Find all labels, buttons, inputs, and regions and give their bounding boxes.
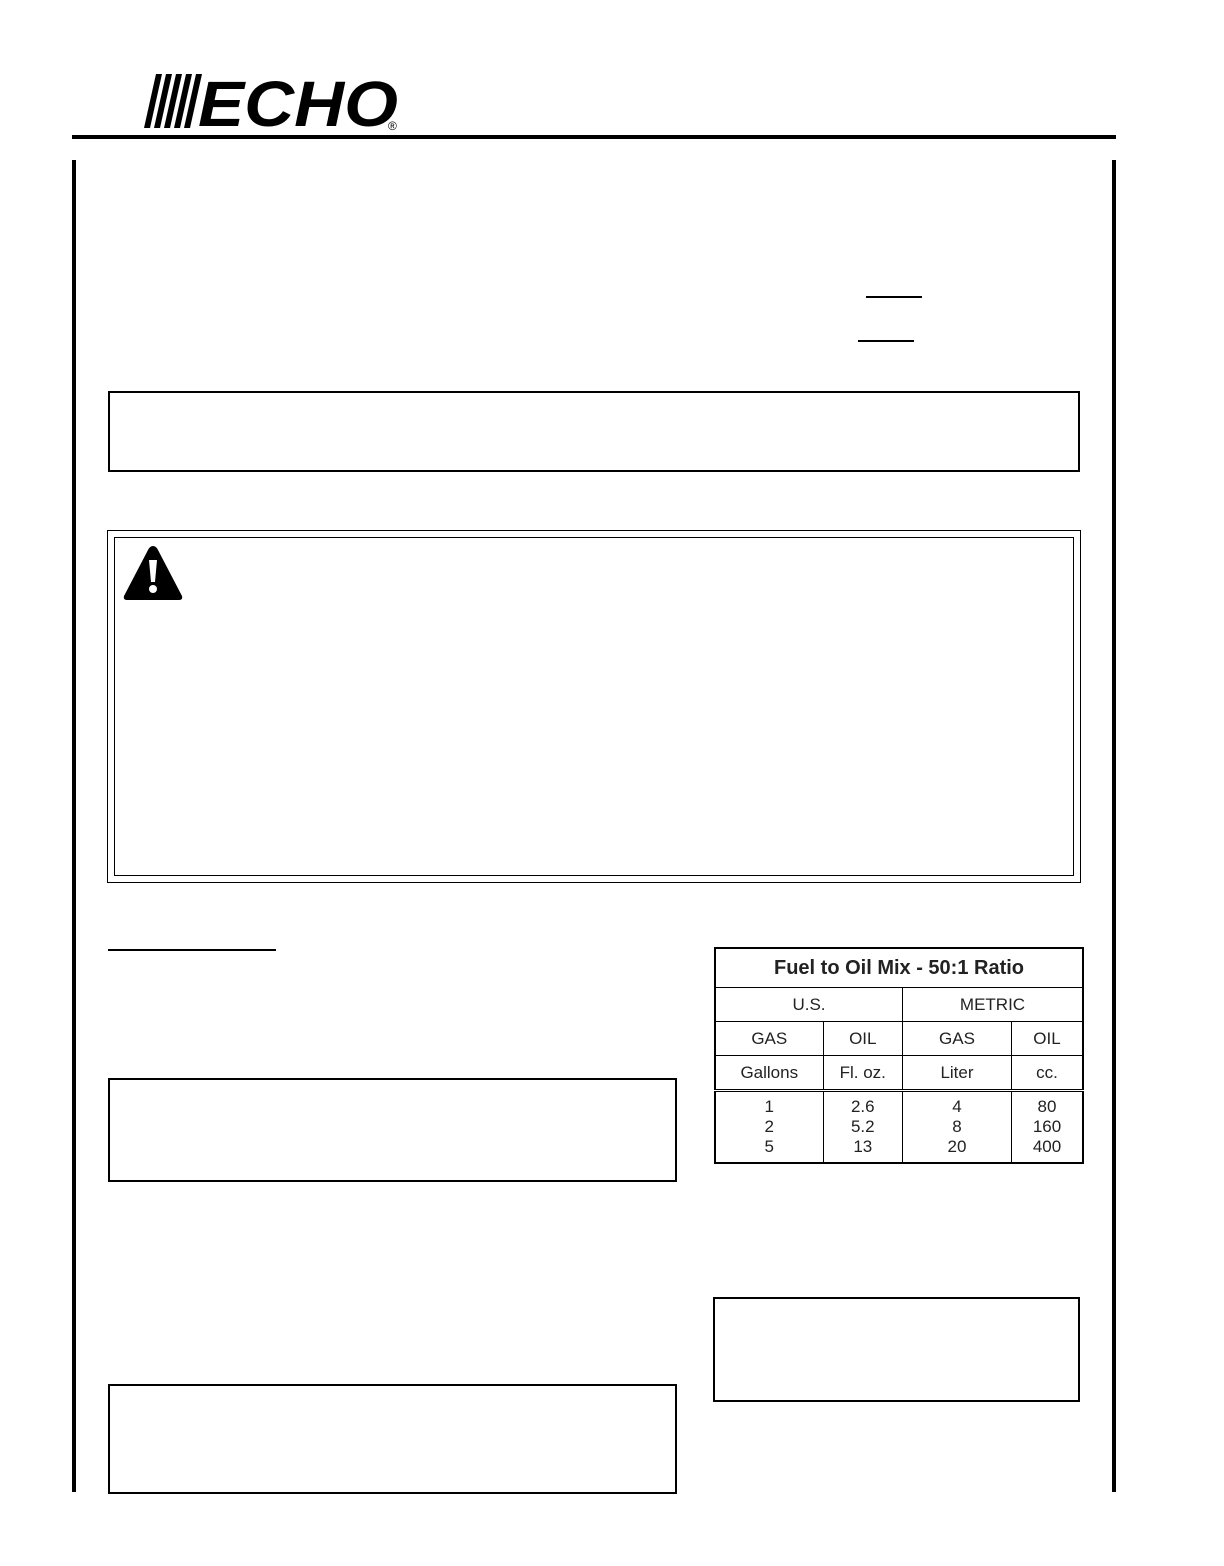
fill-in-blank <box>866 296 922 298</box>
group-header-us: U.S. <box>715 988 903 1022</box>
table-value: 8 <box>952 1117 962 1136</box>
group-header-metric: METRIC <box>903 988 1084 1022</box>
table-cell-oil-floz <box>823 1091 902 1164</box>
note-box <box>713 1297 1080 1402</box>
column-header: OIL <box>1012 1022 1084 1056</box>
unit-label: Fl. oz. <box>823 1056 902 1091</box>
fill-in-blank <box>858 340 914 342</box>
table-value: 5 <box>764 1137 775 1156</box>
echo-logo-icon <box>140 70 410 132</box>
right-margin-rule <box>1112 160 1116 1492</box>
table-value: 160 <box>1032 1117 1062 1136</box>
column-header: GAS <box>715 1022 823 1056</box>
column-header: OIL <box>823 1022 902 1056</box>
left-margin-rule <box>72 160 76 1492</box>
logo-text: ECHO <box>198 70 398 132</box>
table-value: 5.2 <box>850 1117 875 1136</box>
warning-triangle-icon <box>122 544 184 602</box>
unit-label: Liter <box>903 1056 1012 1091</box>
unit-label: Gallons <box>715 1056 823 1091</box>
table-value: 13 <box>853 1137 873 1156</box>
unit-label: cc. <box>1012 1056 1084 1091</box>
notice-box <box>108 391 1080 472</box>
table-value: 400 <box>1032 1137 1062 1156</box>
table-cell-gas-liter <box>903 1091 1012 1164</box>
table-value: 80 <box>1037 1097 1057 1116</box>
table-value: 4 <box>952 1097 962 1116</box>
column-header: GAS <box>903 1022 1012 1056</box>
header-rule <box>72 135 1116 139</box>
warning-box-inner <box>114 537 1074 876</box>
registered-mark: ® <box>388 119 397 132</box>
table-value: 2.6 <box>850 1097 875 1116</box>
table-value: 1 <box>764 1097 775 1116</box>
table-title: Fuel to Oil Mix - 50:1 Ratio <box>715 948 1083 988</box>
section-heading-underline <box>108 949 276 951</box>
table-cell-gas-gallons <box>715 1091 823 1164</box>
table-value: 2 <box>764 1117 775 1136</box>
note-box <box>108 1078 677 1182</box>
fuel-mix-table <box>714 947 1084 1164</box>
table-value: 20 <box>947 1137 967 1156</box>
table-cell-oil-cc <box>1012 1091 1084 1164</box>
note-box <box>108 1384 677 1494</box>
